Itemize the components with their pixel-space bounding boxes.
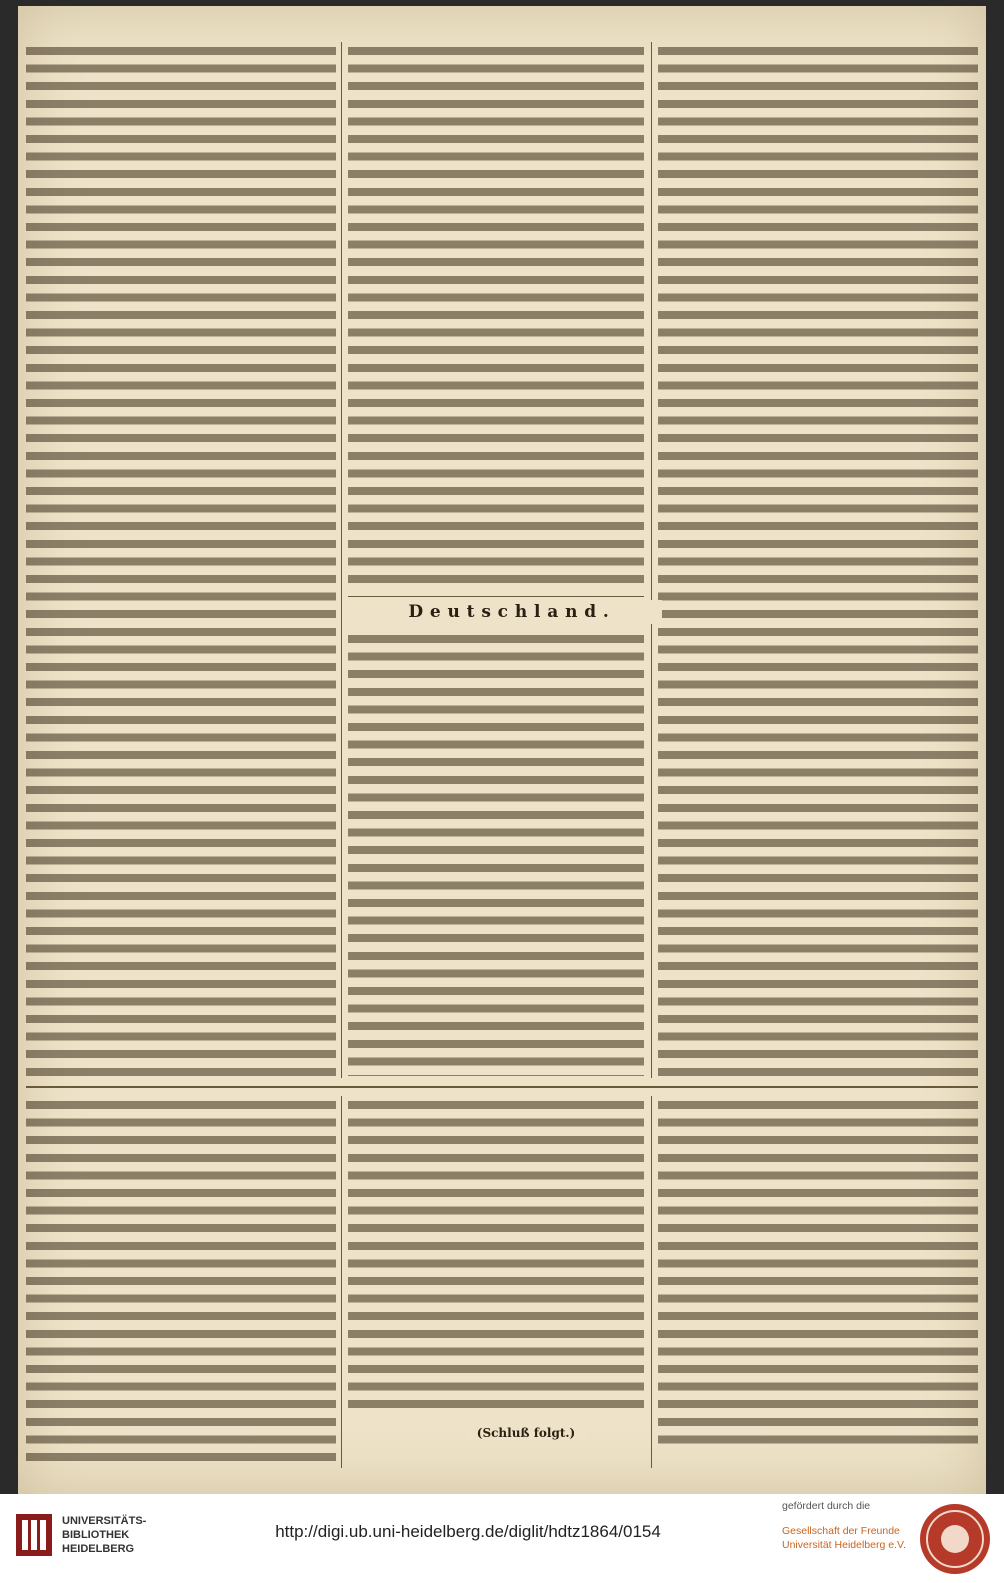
viewer-footer [0, 1494, 1004, 1583]
column-rule-1 [341, 42, 342, 1078]
newspaper-page [18, 6, 986, 1494]
section-rule [348, 596, 644, 597]
column-2-lower-text [348, 630, 644, 1076]
sponsor-prefix: gefördert durch die [782, 1500, 871, 1512]
sponsor-name: Gesellschaft der Freunde Universität Heidelberg e.V. [782, 1525, 906, 1551]
feuilleton-rule-2 [651, 1096, 652, 1468]
library-name: UNIVERSITÄTS- BIBLIOTHEK HEIDELBERG [62, 1515, 147, 1555]
feuilleton-column-2-text [348, 1096, 644, 1416]
column-rule-2 [651, 42, 652, 1078]
section-heading: Deutschland. [362, 600, 662, 624]
feuilleton-column-3-text [658, 1096, 978, 1446]
feuilleton-rule-1 [341, 1096, 342, 1468]
university-seal-icon [918, 1502, 992, 1576]
column-2-upper-text [348, 42, 644, 590]
permalink-url[interactable]: http://digi.ub.uni-heidelberg.de/diglit/hdtz1864/0154 [275, 1522, 661, 1541]
university-library-logo-icon [14, 1512, 54, 1558]
continuation-note: (Schluß folgt.) [466, 1426, 586, 1440]
column-1-text [26, 42, 336, 1076]
feuilleton-rule [26, 1086, 978, 1088]
feuilleton-column-1-text [26, 1096, 336, 1468]
column-3-text [658, 42, 978, 1076]
